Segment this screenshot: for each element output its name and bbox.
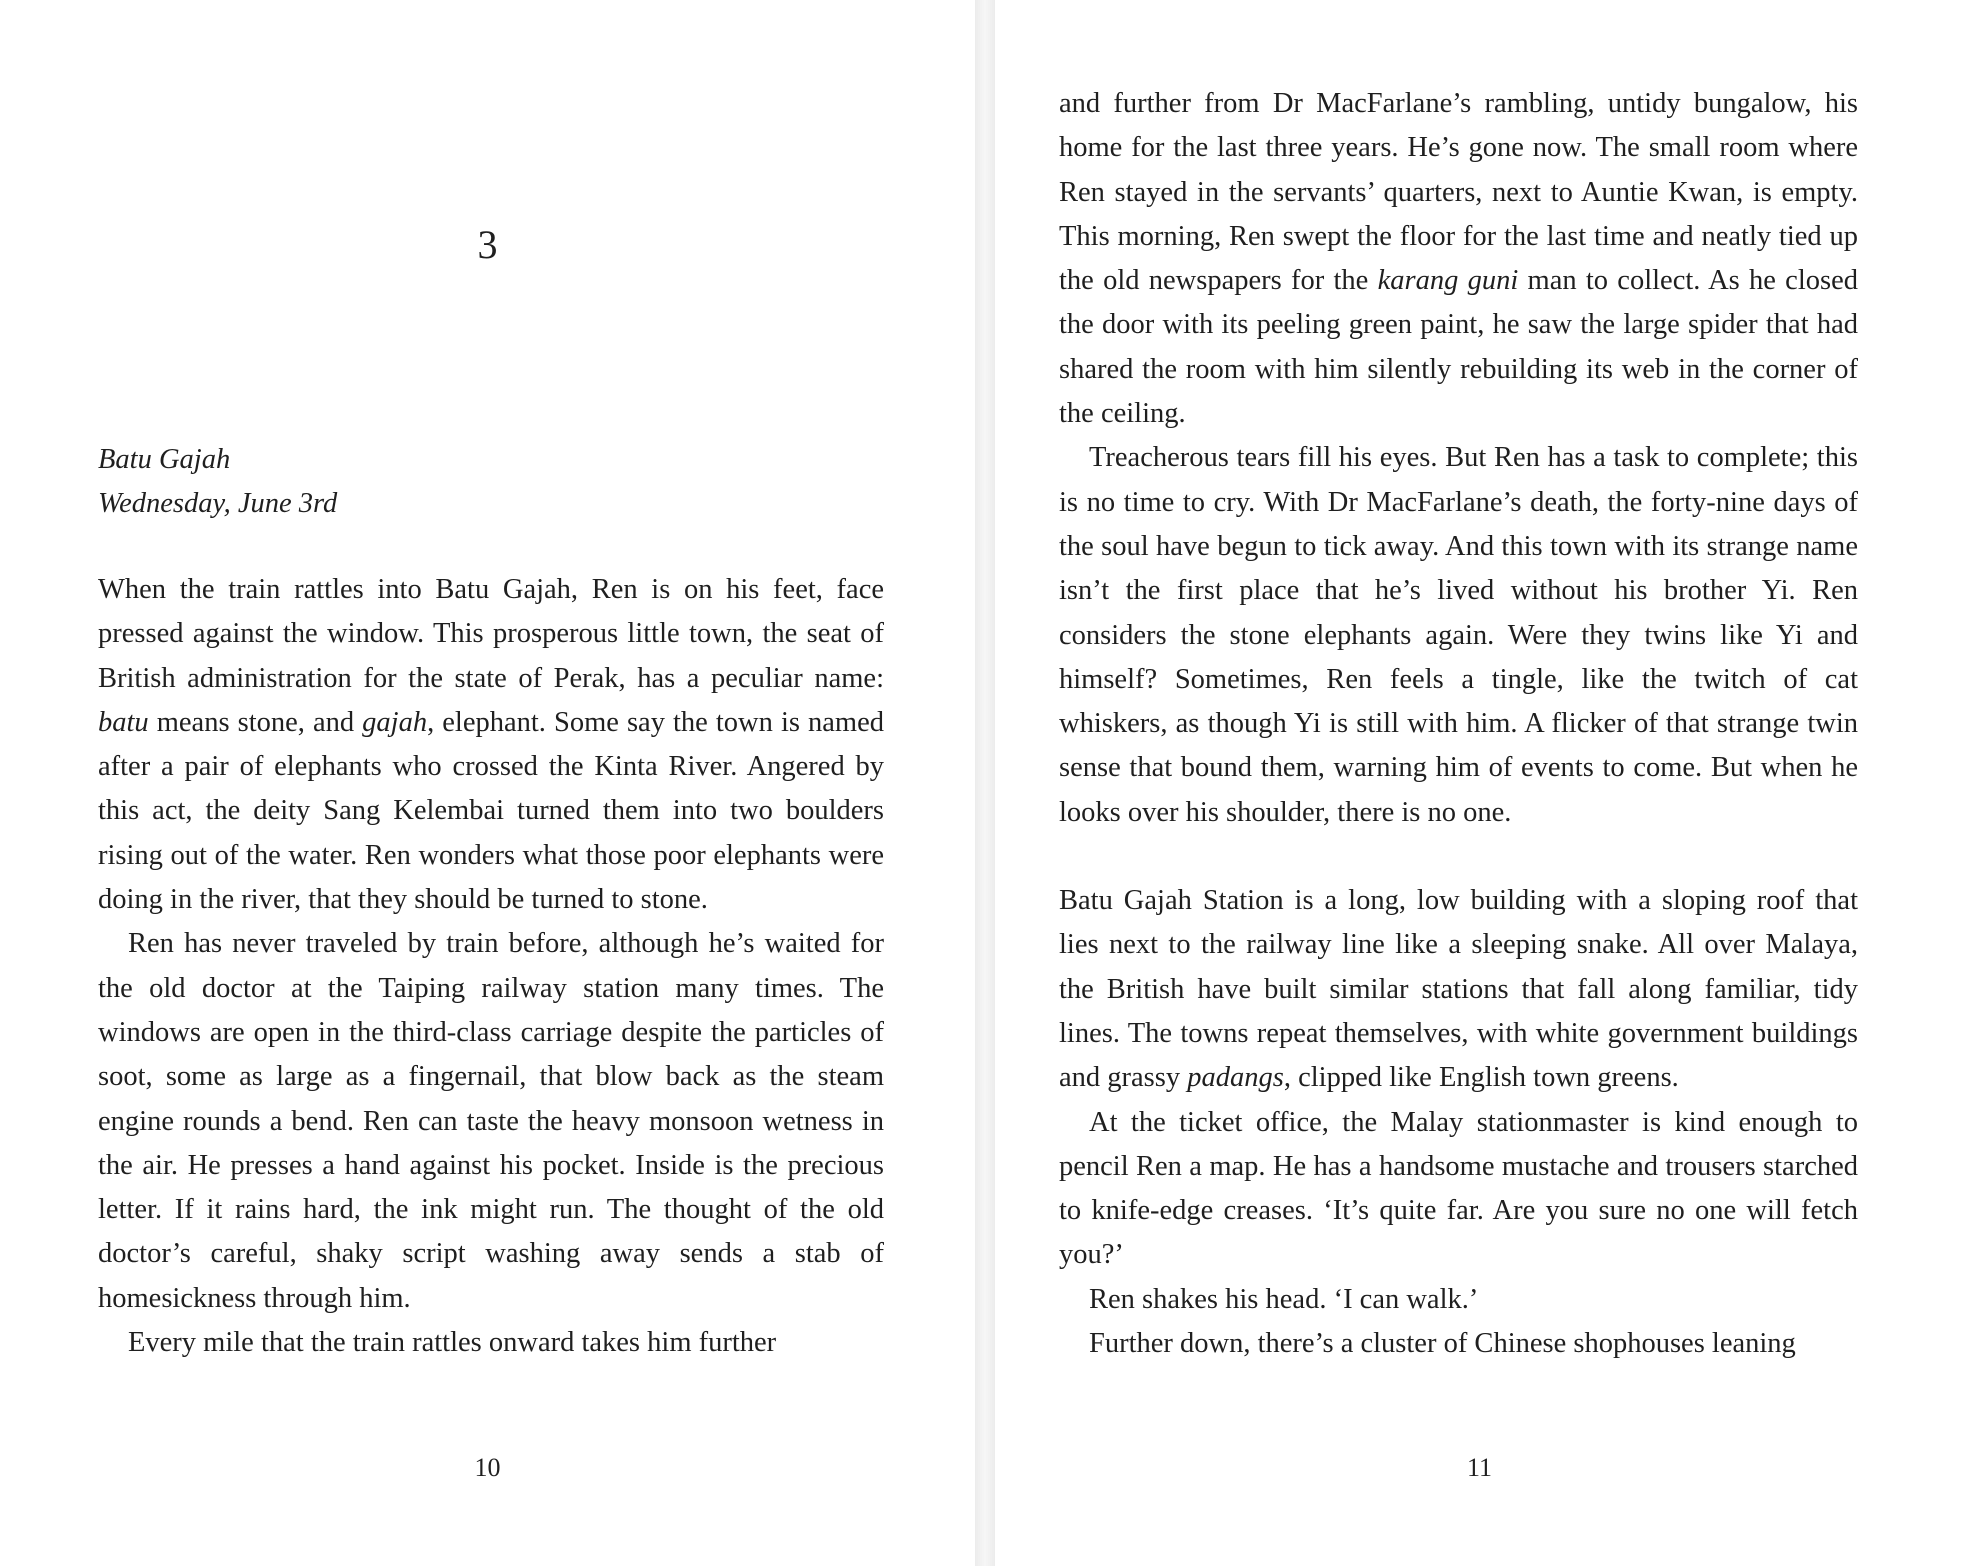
right-paragraph-5: Ren shakes his head. ‘I can walk.’ bbox=[1089, 1283, 1479, 1315]
right-page bbox=[995, 0, 1964, 1566]
italic-term: gajah bbox=[362, 706, 428, 738]
right-paragraph-6: Further down, there’s a cluster of Chinese shophouses leaning bbox=[1089, 1328, 1796, 1360]
book-gutter bbox=[975, 0, 995, 1566]
right-paragraph-1: and further from Dr MacFarlane’s rambling, untidy bungalow, his home for the last three years. He’s gone now. The small room where Ren stayed in the servants’ quarters, next to Auntie Kwan, is empty. This morning, Ren swept the floor for the last time and neatly tied up the old newspapers for the karang guni man to collect. As he closed the door with its peeling green paint, he saw the large spider that had shared the room with him silently rebuilding its web in the corner of the ceiling. bbox=[1059, 88, 1858, 430]
italic-term: batu bbox=[98, 706, 149, 738]
heading-date: Wednesday, June 3rd bbox=[98, 488, 338, 520]
right-paragraph-3: Batu Gajah Station is a long, low building with a sloping roof that lies next to the railway line like a sleeping snake. All over Malaya, the British have built similar stations that fall along familiar, tidy lines. The towns repeat themselves, with white government buildings and grassy padangs, clipped like English town greens. bbox=[1059, 885, 1858, 1094]
chapter-heading bbox=[98, 438, 337, 527]
left-page bbox=[0, 0, 975, 1566]
right-page-body bbox=[1059, 82, 1858, 1366]
right-paragraph-2: Treacherous tears fill his eyes. But Ren has a task to complete; this is no time to cry. With Dr MacFarlane’s death, the forty-nine days of the soul have begun to tick away. And this town with its strange name isn’t the first place that he’s lived without his brother Yi. Ren considers the stone elephants again. Were they twins like Yi and himself? Sometimes, Ren feels a tingle, like the twitch of cat whiskers, as though Yi is still with him. A flicker of that strange twin sense that bound them, warning him of events to come. But when he looks over his shoulder, there is no one. bbox=[1059, 442, 1858, 828]
chapter-number: 3 bbox=[477, 222, 498, 267]
left-paragraph-1: When the train rattles into Batu Gajah, Ren is on his feet, face pressed against the window. This prosperous little town, the seat of British administration for the state of Perak, has a peculiar name: batu means stone, and gajah, elephant. Some say the town is named after a pair of elephants who crossed the Kinta River. Angered by this act, the deity Sang Kelembai turned them into two boulders rising out of the water. Ren wonders what those poor elephants were doing in the river, that they should be turned to stone. bbox=[98, 574, 884, 916]
right-paragraph-4: At the ticket office, the Malay stationmaster is kind enough to pencil Ren a map. He has a handsome mustache and trousers starched to knife-edge creases. ‘It’s quite far. Are you sure no one will fetch you?’ bbox=[1059, 1106, 1858, 1271]
left-paragraph-3: Every mile that the train rattles onward takes him further bbox=[128, 1327, 777, 1359]
italic-term: karang guni bbox=[1377, 265, 1519, 297]
italic-term: padangs bbox=[1187, 1062, 1284, 1094]
page-number-right: 11 bbox=[1466, 1453, 1493, 1482]
page-number-left: 10 bbox=[474, 1453, 501, 1482]
heading-place: Batu Gajah bbox=[98, 444, 231, 475]
left-paragraph-2: Ren has never traveled by train before, although he’s waited for the old doctor at the Taiping railway station many times. The windows are open in the third-class carriage despite the particles of soot, some as large as a fingernail, that blow back as the steam engine rounds a bend. Ren can taste the heavy monsoon wetness in the air. He presses a hand against his pocket. Inside is the precious letter. If it rains hard, the ink might run. The thought of the old doctor’s careful, shaky script washing away sends a stab of homesickness through him. bbox=[98, 928, 884, 1314]
left-page-body bbox=[98, 568, 884, 1365]
